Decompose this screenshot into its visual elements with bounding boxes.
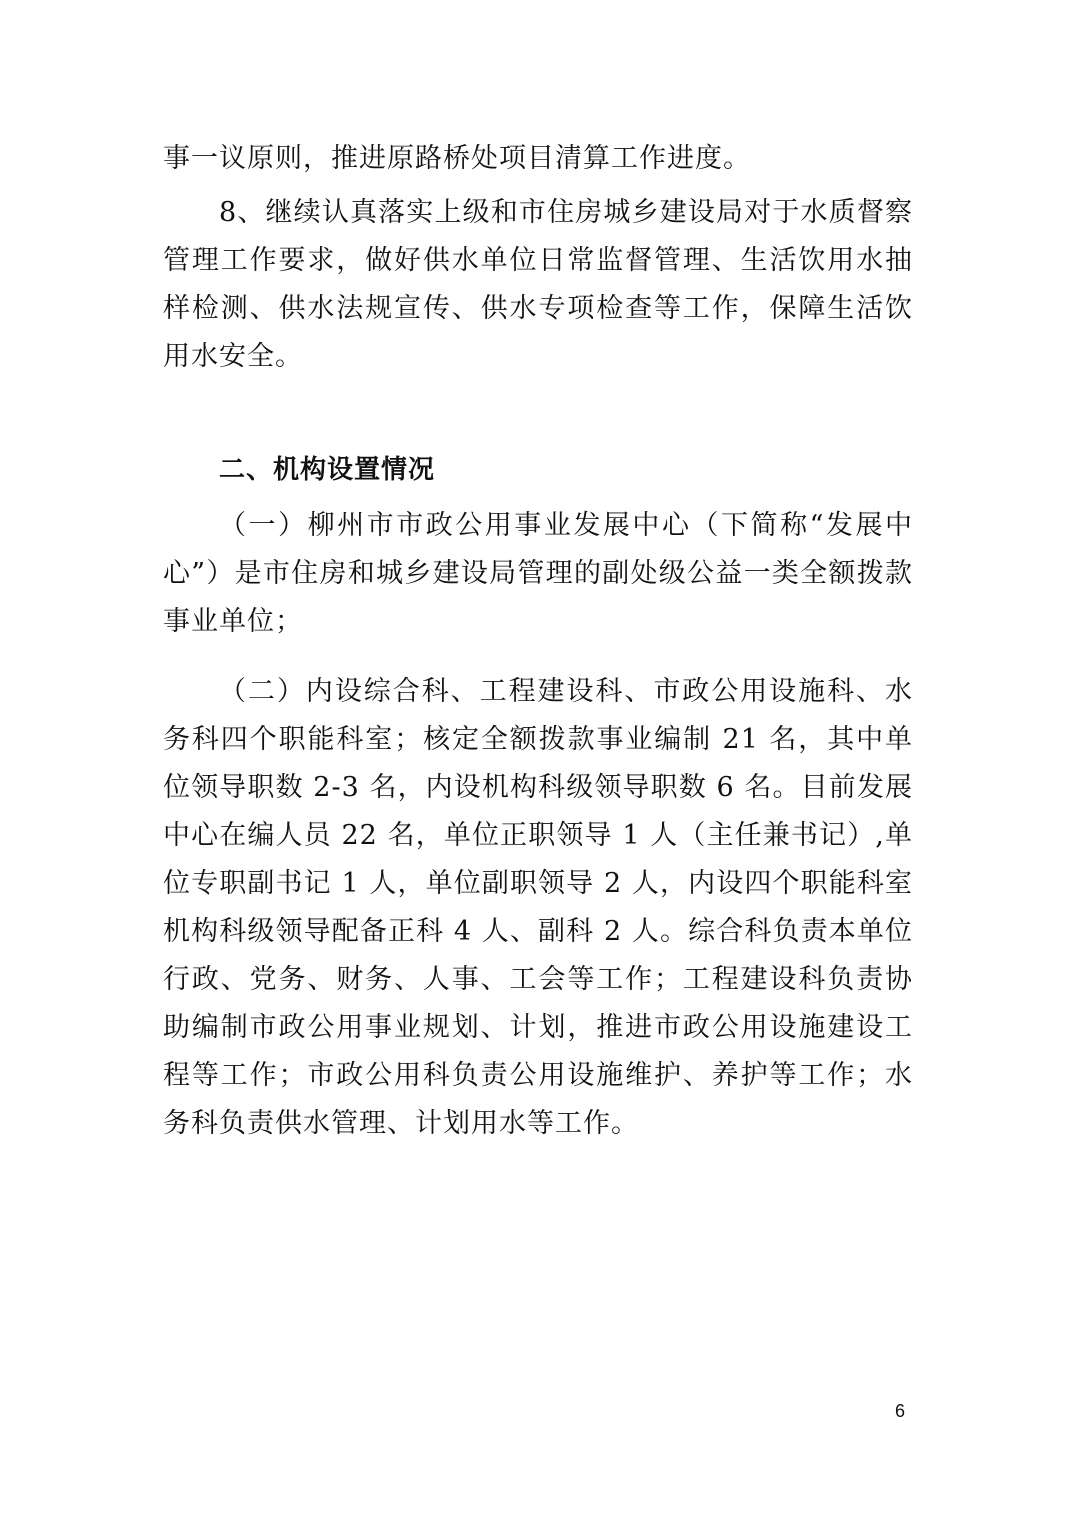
paragraph-subsection-2: （二）内设综合科、工程建设科、市政公用设施科、水务科四个职能科室；核定全额拨款事业编制 21 名，其中单位领导职数 2-3 名，内设机构科级领导职数 6 名。目前发展中心在编人员 22 名，单位正职领导 1 人（主任兼书记）,单位专职副书记 1 人，单位副职领导 2 人，内设四个职能科室机构科级领导配备正科 4 人、副科 2 人。综合科负责本单位行政、党务、财务、人事、工会等工作；工程建设科负责协助编制市政公用事业规划、计划，推进市政公用设施建设工程等工作；市政公用科负责公用设施维护、养护等工作；水务科负责供水管理、计划用水等工作。 xyxy=(163,676,913,1139)
paragraph-subsection-1: （一）柳州市市政公用事业发展中心（下简称“发展中心”）是市住房和城乡建设局管理的副处级公益一类全额拨款事业单位； xyxy=(163,510,913,637)
paragraph-continuation: 事一议原则，推进原路桥处项目清算工作进度。 xyxy=(163,143,751,174)
paragraph-item-8: 8、继续认真落实上级和市住房城乡建设局对于水质督察管理工作要求，做好供水单位日常监督管理、生活饮用水抽样检测、供水法规宣传、供水专项检查等工作，保障生活饮用水安全。 xyxy=(163,197,913,372)
section-heading: 二、机构设置情况 xyxy=(219,455,436,485)
page-number: 6 xyxy=(895,1401,906,1421)
